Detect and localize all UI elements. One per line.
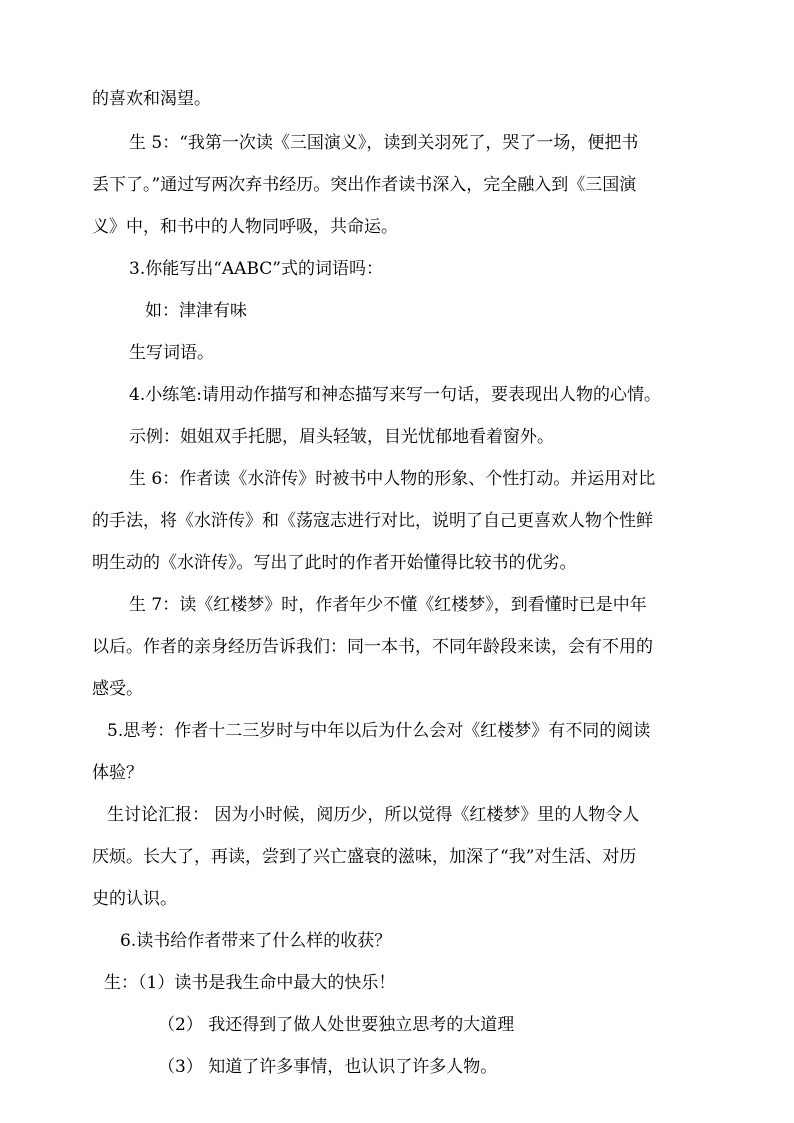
text-line: 义》中，和书中的人物同呼吸，共命运。 [92,217,398,237]
text-line: 厌烦。长大了，再读，尝到了兴亡盛衰的滋味，加深了“我”对生活、对历 [92,847,637,867]
text-line: 史的认识。 [92,889,177,909]
text-line: 丢下了。”通过写两次弃书经历。突出作者读书深入，完全融入到《三国演 [92,175,637,195]
text-line: 明生动的《水浒传》。写出了此时的作者开始懂得比较书的优劣。 [92,553,577,573]
text-line: 示例：姐姐双手托腮，眉头轻皱，目光忧郁地看着窗外。 [129,427,554,447]
text-line: 生写词语。 [129,343,214,363]
text-line: 如：津津有味 [145,301,247,321]
text-line: 的喜欢和渴望。 [92,89,211,109]
text-line: 感受。 [92,679,143,699]
text-line: 的手法，将《水浒传》和《荡寇志进行对比，说明了自己更喜欢人物个性鲜 [92,511,653,531]
text-line: 5.思考：作者十二三岁时与中年以后为什么会对《红楼梦》有不同的阅读 [107,721,651,741]
text-line: 4.小练笔:请用动作描写和神态描写来写一句话，要表现出人物的心情。 [129,385,661,405]
text-line: 生：（1）读书是我生命中最大的快乐！ [104,973,396,993]
text-line: 生讨论汇报： 因为小时候，阅历少，所以觉得《红楼梦》里的人物令人 [107,805,640,825]
text-line: 3.你能写出“AABC”式的词语吗： [129,259,383,279]
text-line: 生 7：读《红楼梦》时，作者年少不懂《红楼梦》，到看懂时已是中年 [129,595,647,615]
text-line: 以后。作者的亲身经历告诉我们：同一本书，不同年龄段来读，会有不用的 [92,637,653,657]
text-line: 生 5：“我第一次读《三国演义》，读到关羽死了，哭了一场，便把书 [129,133,639,153]
text-line: （3） 知道了许多事情，也认识了许多人物。 [158,1057,498,1077]
text-line: 6.读书给作者带来了什么样的收获？ [120,931,392,951]
text-line: 生 6：作者读《水浒传》时被书中人物的形象、个性打动。并运用对比 [129,469,656,489]
text-line: （2） 我还得到了做人处世要独立思考的大道理 [158,1015,515,1035]
text-line: 体验？ [92,763,143,783]
